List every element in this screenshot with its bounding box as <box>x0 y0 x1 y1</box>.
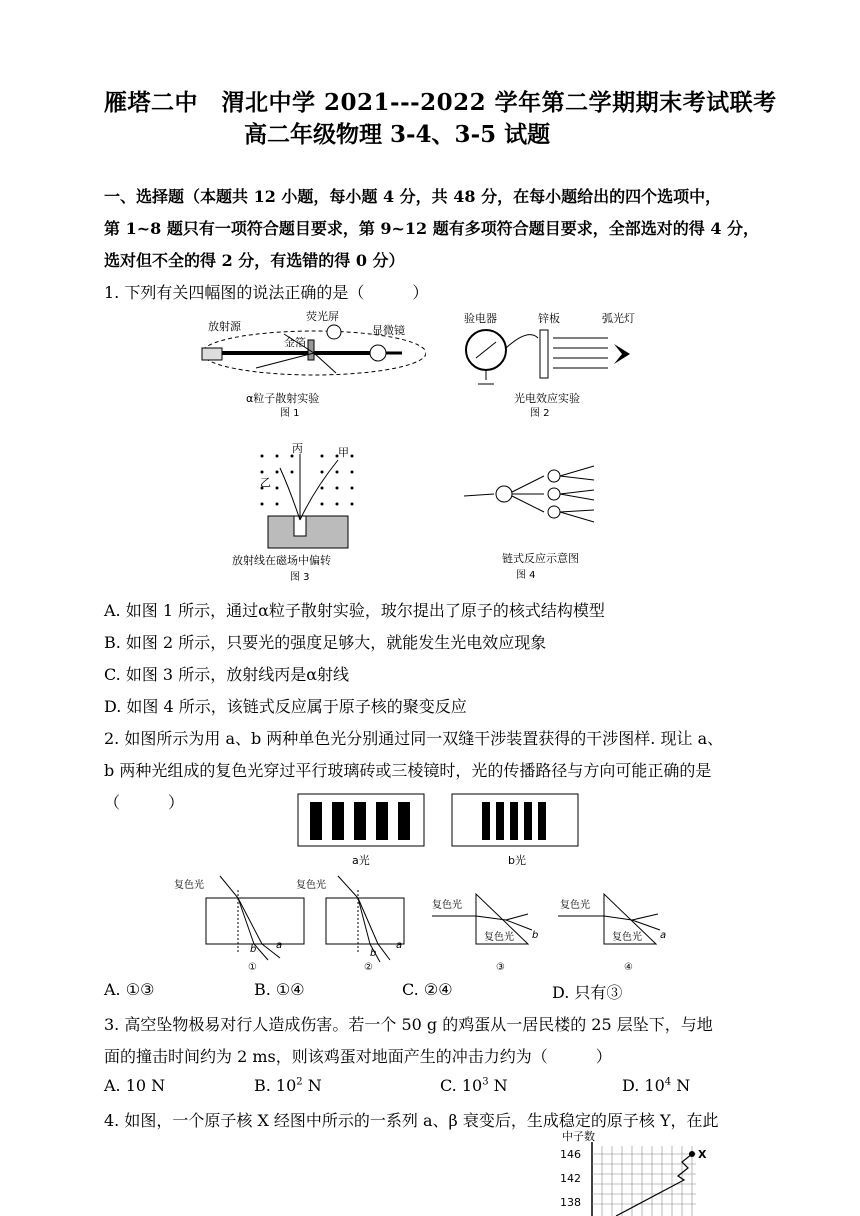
fig4-number: 图 4 <box>516 570 536 581</box>
label-ray-a-2: a <box>396 940 403 951</box>
label-ray-b-3: b <box>532 930 539 941</box>
q4-tick-142: 142 <box>560 1172 581 1185</box>
diagram-4 <box>558 894 666 972</box>
label-compound-light-4: 复色光 <box>560 900 590 911</box>
section-header-line1: 一、选择题（本题共 12 小题，每小题 4 分，共 48 分，在每小题给出的四个选项中， <box>104 187 722 206</box>
label-zinc-plate: 锌板 <box>538 312 560 325</box>
diagram-3 <box>432 894 538 972</box>
fig1-caption: α粒子散射实验 <box>246 392 320 405</box>
q1-figure-3 <box>222 440 392 584</box>
label-compound-light-1: 复色光 <box>174 880 204 891</box>
label-a-light: a光 <box>352 854 370 867</box>
q3-stem-line2: 面的撞击时间约为 2 ms，则该鸡蛋对地面产生的冲击力约为（ ） <box>104 1047 612 1066</box>
label-compound-light-3b: 复色光 <box>484 932 514 943</box>
label-arc-lamp: 弧光灯 <box>602 312 635 325</box>
fig-num-3: ③ <box>496 962 505 972</box>
q2-option-d: D. 只有③ <box>552 983 623 1002</box>
q4-stem: 4. 如图，一个原子核 X 经图中所示的一系列 a、β 衰变后，生成稳定的原子核 Y，在此 <box>104 1111 719 1130</box>
q2-option-c: C. ②④ <box>402 980 453 999</box>
label-gold-foil: 金箔 <box>284 336 306 349</box>
q1-option-c: C. 如图 3 所示，放射线丙是α射线 <box>104 665 350 684</box>
exam-title-line2: 高二年级物理 3-4、3-5 试题 <box>244 121 551 148</box>
q3-option-b: B. $10^2$ N <box>254 1076 322 1095</box>
label-screen: 荧光屏 <box>306 310 339 323</box>
section-header-line3: 选对但不全的得 2 分，有选错的得 0 分） <box>104 251 405 270</box>
q1-stem: 1. 下列有关四幅图的说法正确的是（ ） <box>104 283 429 302</box>
q2-option-b: B. ①④ <box>254 980 305 999</box>
label-electroscope: 验电器 <box>464 312 497 325</box>
label-compound-light-4b: 复色光 <box>612 932 642 943</box>
q2-stem-line1: 2. 如图所示为用 a、b 两种单色光分别通过同一双缝干涉装置获得的干涉图样. 现让 a、 <box>104 729 724 748</box>
diagram-1 <box>174 876 304 972</box>
q1-option-b: B. 如图 2 所示，只要光的强度足够大，就能发生光电效应现象 <box>104 633 547 652</box>
q3-option-c: C. $10^3$ N <box>440 1076 508 1095</box>
label-ray-bing: 丙 <box>292 442 303 455</box>
q4-tick-146: 146 <box>560 1148 581 1161</box>
fig-num-1: ① <box>248 962 257 972</box>
exam-title-line1: 雁塔二中 渭北中学 2021---2022 学年第二学期期末考试联考 <box>104 89 777 116</box>
q3-stem-line1: 3. 高空坠物极易对行人造成伤害。若一个 50 g 的鸡蛋从一居民楼的 25 层坠下，与地 <box>104 1015 713 1034</box>
q4-point-x: X <box>698 1148 707 1161</box>
label-ray-b-1: b <box>250 944 257 955</box>
section-header-line2: 第 1~8 题只有一项符合题目要求，第 9~12 题有多项符合题目要求，全部选对的得 4 分， <box>104 219 760 238</box>
label-compound-light-2: 复色光 <box>296 880 326 891</box>
q1-figure-2 <box>458 308 678 420</box>
fig1-number: 图 1 <box>280 408 300 419</box>
label-ray-yi: 乙 <box>260 476 271 489</box>
fig-num-2: ② <box>364 962 373 972</box>
q4-tick-138: 138 <box>560 1196 581 1209</box>
q1-figure-4 <box>454 456 634 584</box>
q2-option-a: A. ①③ <box>104 980 155 999</box>
q3-option-d: D. $10^4$ N <box>622 1076 691 1095</box>
fig4-caption: 链式反应示意图 <box>502 552 579 565</box>
label-source: 放射源 <box>208 320 241 333</box>
q1-option-a: A. 如图 1 所示，通过α粒子散射实验，玻尔提出了原子的核式结构模型 <box>104 601 605 620</box>
q2-stem-line3: （ ） <box>104 793 185 812</box>
label-microscope: 显微镜 <box>372 324 405 337</box>
q2-optics-diagrams <box>170 872 680 972</box>
label-b-light: b光 <box>508 854 526 867</box>
fig3-number: 图 3 <box>290 572 310 583</box>
q1-figure-1 <box>196 308 426 420</box>
q2-stem-line2: b 两种光组成的复色光穿过平行玻璃砖或三棱镜时，光的传播路径与方向可能正确的是 <box>104 761 712 780</box>
label-compound-light-3: 复色光 <box>432 900 462 911</box>
q4-chart-ylabel: 中子数 <box>562 1130 595 1143</box>
label-ray-a-4: a <box>660 930 667 941</box>
q1-option-d: D. 如图 4 所示，该链式反应属于原子核的聚变反应 <box>104 697 467 716</box>
label-ray-jia: 甲 <box>338 446 349 459</box>
q3-option-a: A. 10 N <box>104 1076 166 1095</box>
q4-decay-chart <box>556 1128 716 1216</box>
diagram-2 <box>296 876 404 972</box>
label-ray-b-2: b <box>370 948 377 959</box>
fig3-caption: 放射线在磁场中偏转 <box>232 554 331 567</box>
fig2-number: 图 2 <box>530 408 550 419</box>
q2-interference-patterns <box>296 792 586 868</box>
fig2-caption: 光电效应实验 <box>514 392 580 405</box>
fig-num-4: ④ <box>624 962 633 972</box>
label-ray-a-1: a <box>276 940 283 951</box>
